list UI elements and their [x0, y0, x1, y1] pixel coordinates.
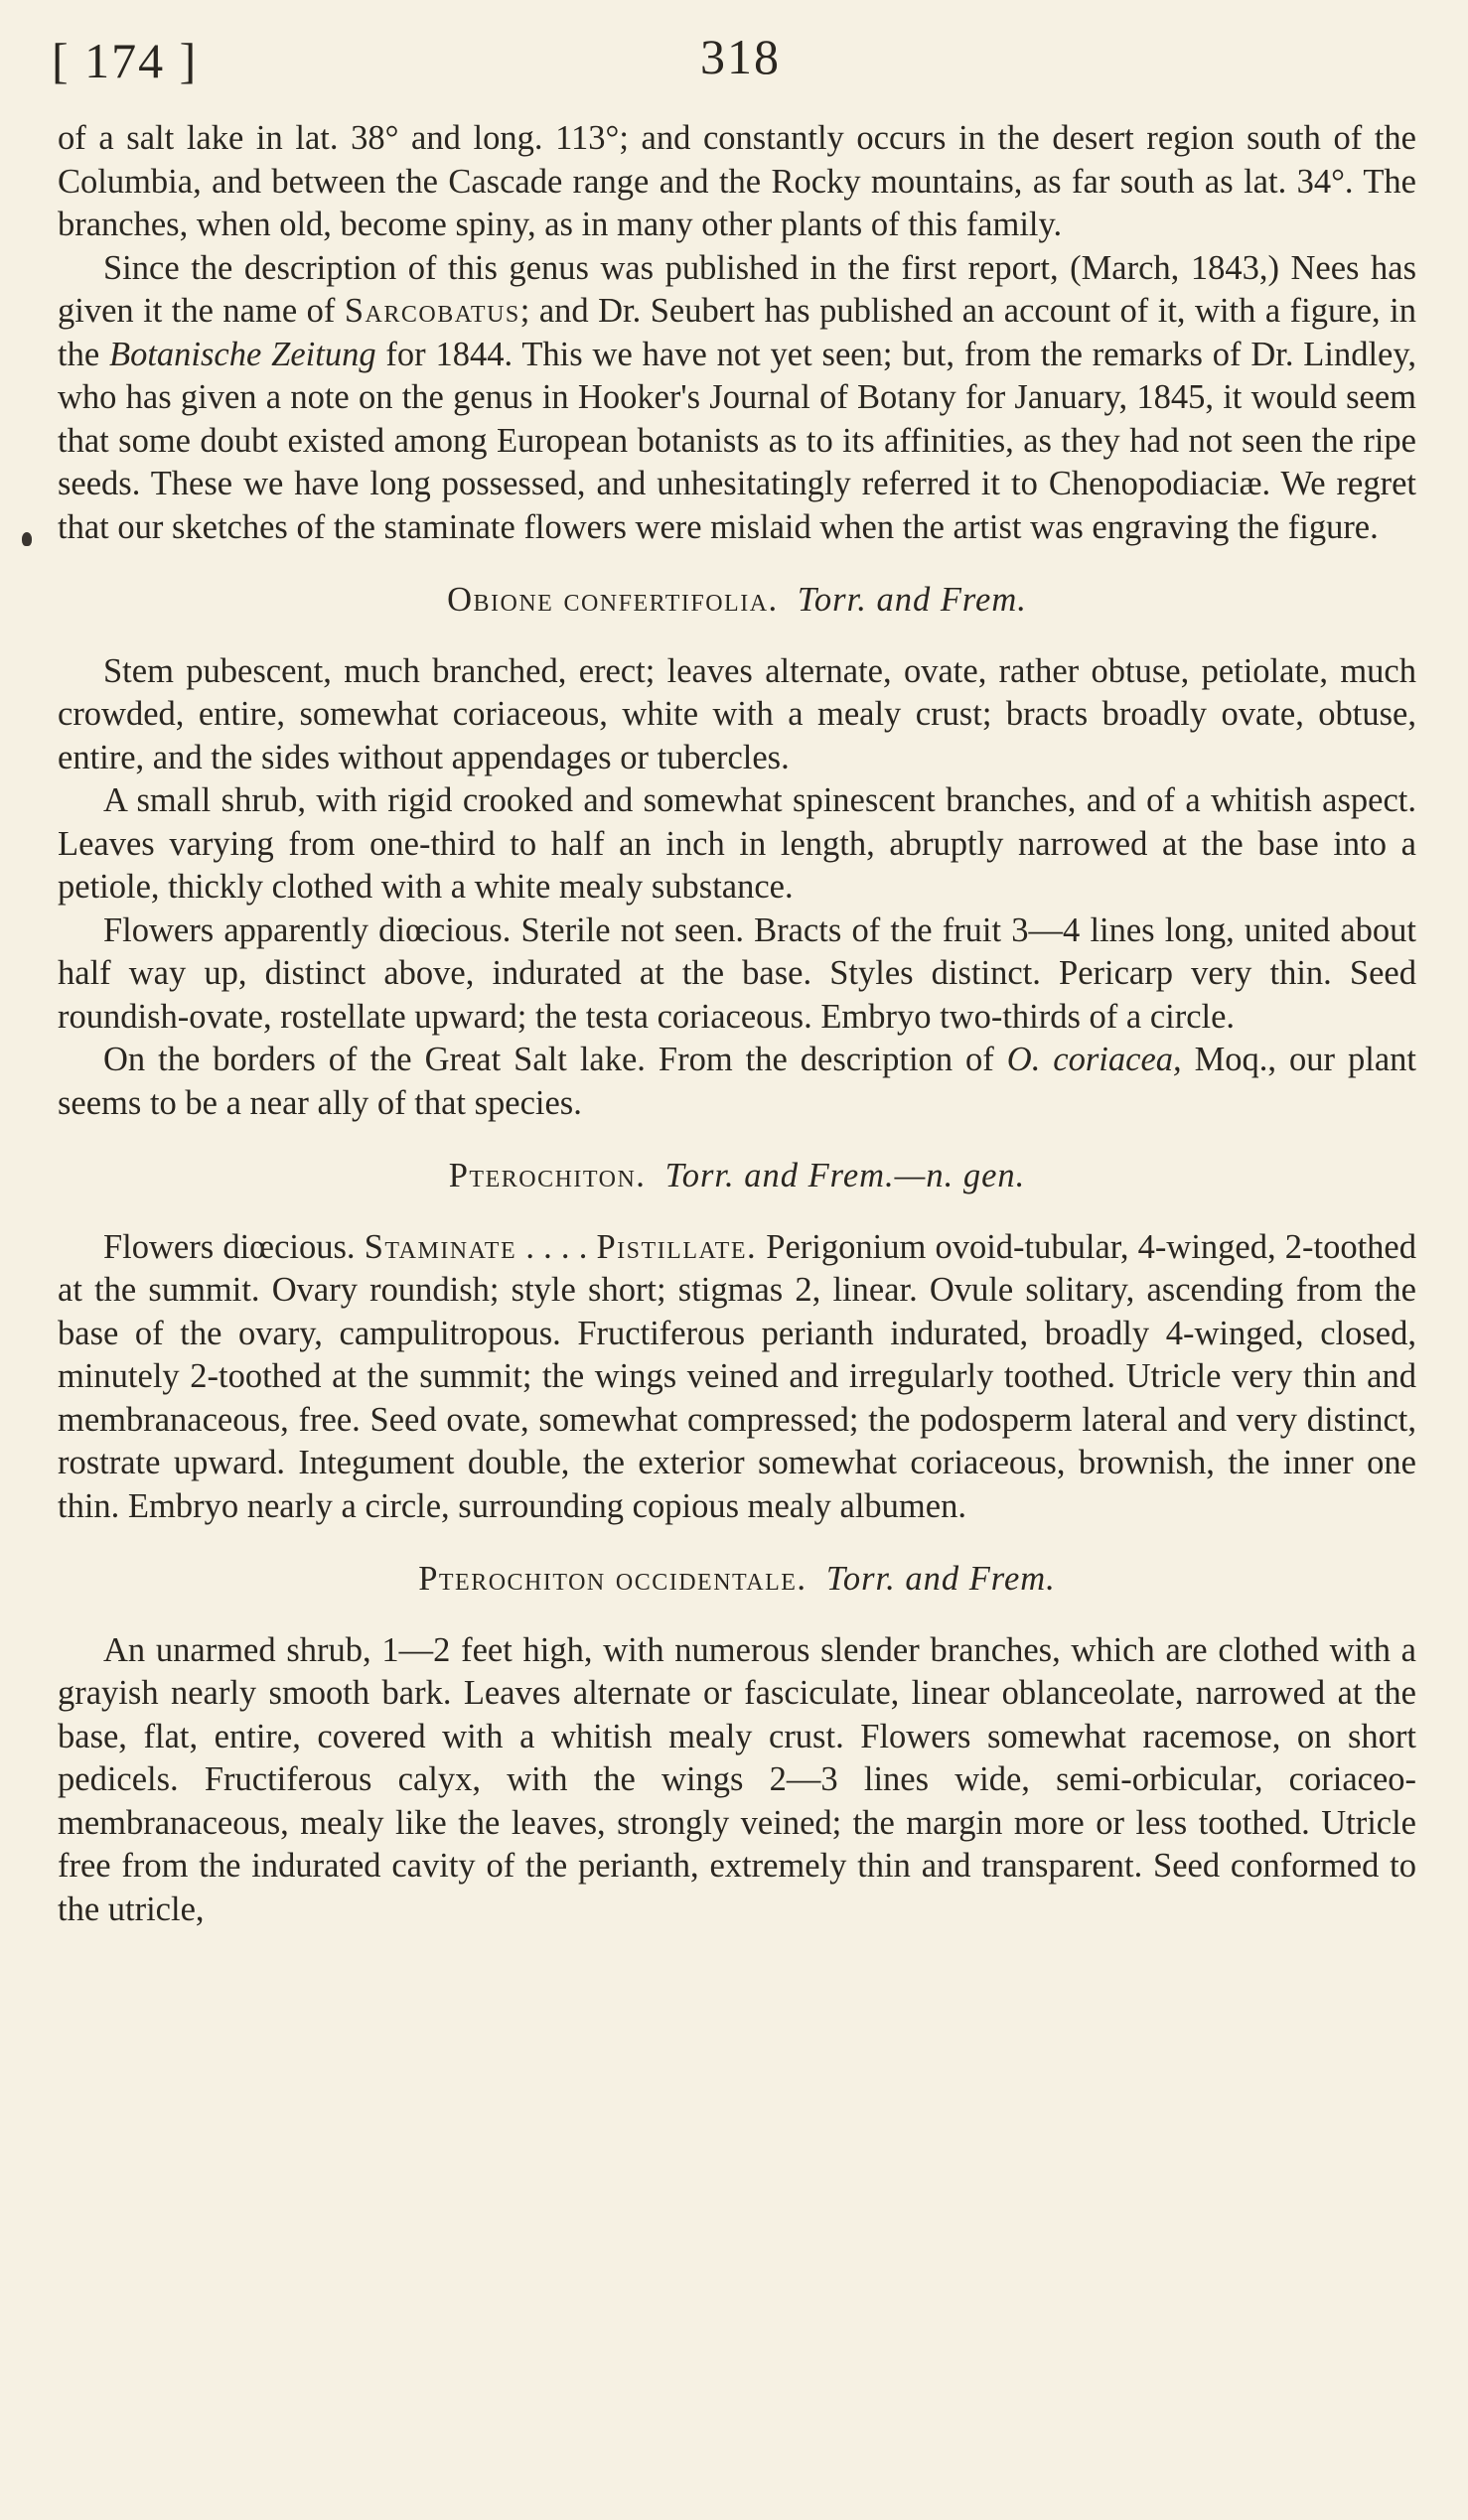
paragraph: of a salt lake in lat. 38° and long. 113°; and constantly occurs in the desert region south of the Columbia, and between the Cascade range and the Rocky mountains, as far south as lat. 34°. The branches, when old, become spiny, as in many other plants of this family. [58, 119, 1416, 243]
bracketed-page-number: [ 174 ] [52, 33, 199, 88]
text-run: for 1844. This we have not yet seen; but, from the remarks of Dr. Lindley, who has given a note on the genus in Hooker's Journal of Botany for January, 1845, it would seem that some doubt existed among European botanists as to its affinities, as they had not seen the ripe seeds. These we have long possessed, and unhesitatingly referred it to Chenopodiaciæ. We regret that our sketches of the staminate flowers were mislaid when the artist was engraving the figure. [58, 335, 1416, 546]
paragraph [58, 247, 1416, 550]
genus-name: Pterochiton. [448, 1157, 647, 1194]
species-name: Pterochiton occidentale. [418, 1560, 807, 1598]
section-heading [58, 1155, 1416, 1198]
text-run: . . . . [516, 1227, 597, 1266]
text-run: ; and Dr. Seubert has published an account of it, with a figure, in the [58, 292, 1416, 373]
species-name: Obione confertifolia. [447, 581, 779, 619]
text-run: On the borders of the Great Salt lake. From the description of [103, 1041, 1007, 1078]
paragraph: Stem pubescent, much branched, erect; leaves alternate, ovate, rather obtuse, petiolate, much crowded, entire, somewhat coriaceous, white with a mealy crust; bracts broadly ovate, obtuse, entire, and the sides without appendages or tubercles. [58, 651, 1416, 776]
authority: Torr. and Frem. [825, 1560, 1056, 1598]
term-pistillate: Pistillate. [596, 1227, 758, 1266]
authority: Torr. and Frem.—n. gen. [664, 1157, 1026, 1194]
paragraph: An unarmed shrub, 1—2 feet high, with numerous slender branches, which are clothed with a grayish nearly smooth bark. Leaves alternate or fasciculate, linear oblanceolate, narrowed at the base, flat, entire, covered with a whitish mealy crust. Flowers somewhat racemose, on short pedicels. Fructiferous calyx, with the wings 2—3 lines wide, semi-orbicular, coriaceo-membranaceous, mealy like the leaves, strongly veined; the margin more or less toothed. Utricle free from the indurated cavity of the perianth, extremely thin and transparent. Seed conformed to the utricle, [58, 1630, 1416, 1928]
species-reference: O. coriacea, [1006, 1041, 1182, 1078]
text-run: Moq., our plant seems to be a near ally of that species. [58, 1041, 1416, 1122]
body-text [58, 117, 1416, 1931]
paragraph [58, 1039, 1416, 1125]
text-run: Since the description of this genus was published in the first report, (March, 1843,) Nees has given it the name of [58, 248, 1416, 330]
paragraph [58, 1226, 1416, 1529]
authority: Torr. and Frem. [797, 581, 1027, 619]
section-heading [58, 1558, 1416, 1602]
margin-mark-icon [22, 532, 32, 546]
genus-name: Sarcobatus [344, 292, 520, 330]
journal-title: Botanische Zeitung [109, 335, 376, 373]
page-header [0, 28, 1468, 97]
page-number: 318 [700, 29, 781, 84]
paragraph: A small shrub, with rigid crooked and somewhat spinescent branches, and of a whitish aspect. Leaves varying from one-third to half an inch in length, abruptly narrowed at the base into a petiole, thickly clothed with a white mealy substance. [58, 781, 1416, 906]
term-staminate: Staminate [364, 1227, 517, 1266]
paragraph: Flowers apparently diœcious. Sterile not seen. Bracts of the fruit 3—4 lines long, united about half way up, distinct above, indurated at the base. Styles distinct. Pericarp very thin. Seed roundish-ovate, rostellate upward; the testa coriaceous. Embryo two-thirds of a circle. [58, 910, 1416, 1036]
section-heading [58, 579, 1416, 623]
text-run: Flowers diœcious. [103, 1227, 365, 1266]
text-run: Perigonium ovoid-tubular, 4-winged, 2-toothed at the summit. Ovary roundish; style short; stigmas 2, linear. Ovule solitary, ascending from the base of the ovary, campulitropous. Fructiferous perianth indurated, broadly 4-winged, closed, minutely 2-toothed at the summit; the wings veined and irregularly toothed. Utricle very thin and membranaceous, free. Seed ovate, somewhat compressed; the podosperm lateral and very distinct, rostrate upward. Integument double, the exterior somewhat coriaceous, brownish, the inner one thin. Embryo nearly a circle, surrounding copious mealy albumen. [58, 1227, 1416, 1525]
